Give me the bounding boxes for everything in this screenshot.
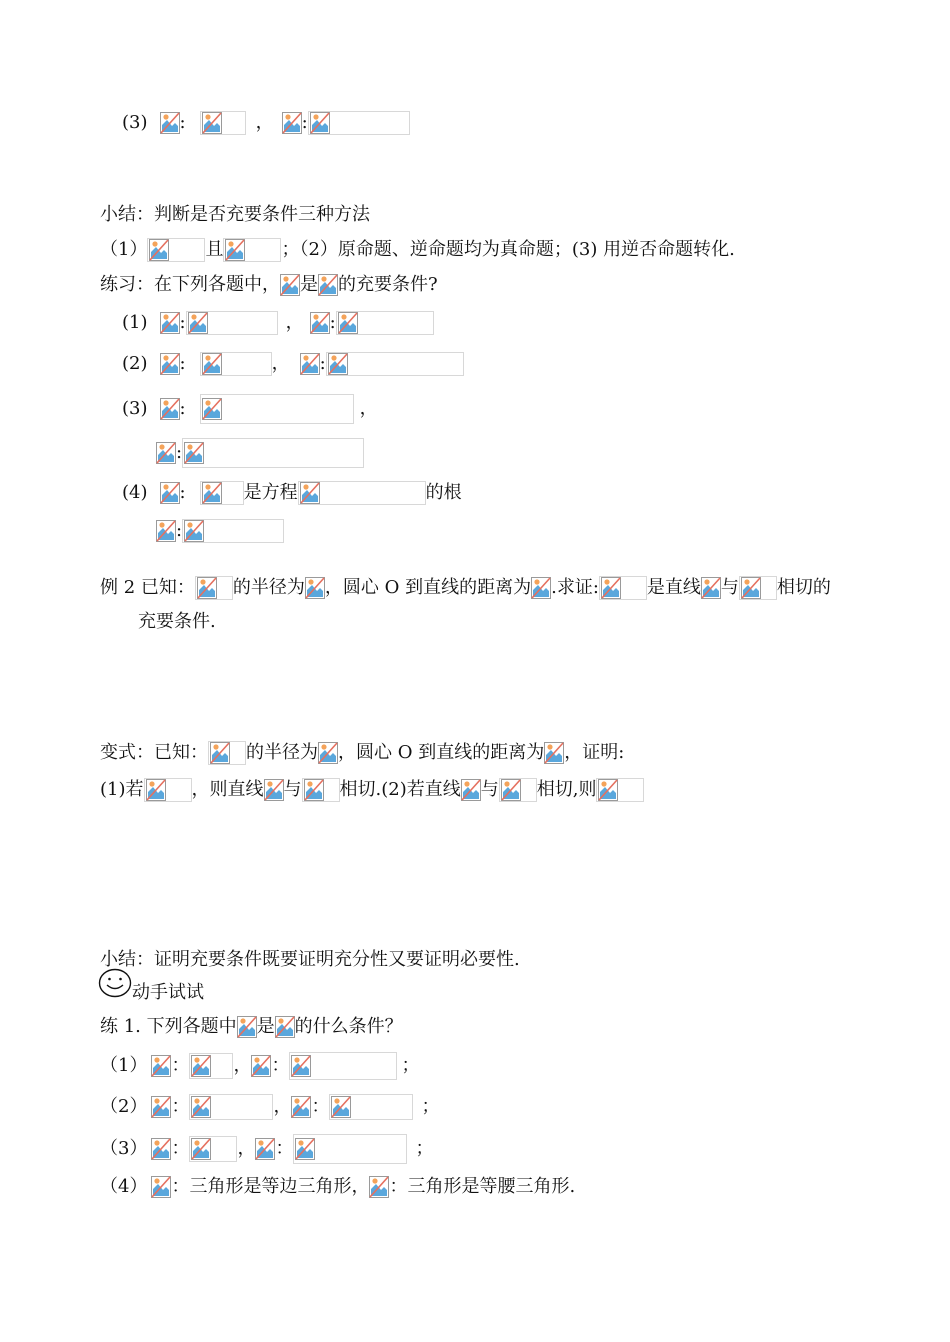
formula-image-box <box>182 519 284 543</box>
colon: ： <box>171 1138 190 1159</box>
broken-image-icon <box>251 1055 271 1077</box>
example-text: ，圆心 O 到直线的距离为 <box>324 577 532 598</box>
colon: ： <box>271 1055 290 1076</box>
item-3-top <box>122 111 410 135</box>
drill-item-1 <box>100 1052 419 1080</box>
methods-line <box>100 238 735 262</box>
practice-item-4 <box>122 481 462 505</box>
colon: : <box>179 112 186 133</box>
variant-text: 变式：已知： <box>100 742 208 763</box>
example-2 <box>100 576 831 600</box>
drill-text: 的什么条件？ <box>294 1016 403 1037</box>
colon: ： <box>171 1055 190 1076</box>
formula-image-box <box>144 778 192 802</box>
broken-image-icon <box>156 520 176 542</box>
formula-image-box <box>189 1053 233 1079</box>
practice-text: 是 <box>300 274 318 295</box>
colon: : <box>176 520 183 541</box>
example-text: 充要条件. <box>138 611 216 632</box>
example-text: 与 <box>720 577 739 598</box>
broken-image-icon <box>202 112 222 134</box>
semicolon: ； <box>421 1096 440 1117</box>
root-text: 的根 <box>425 482 462 503</box>
formula-image-box <box>186 311 278 335</box>
practice-item-3-q <box>156 438 364 468</box>
broken-image-icon <box>701 577 721 599</box>
example-text: .求证: <box>551 577 599 598</box>
summary-text: 小结：判断是否充要条件三种方法 <box>100 204 370 225</box>
broken-image-icon <box>255 1138 275 1160</box>
formula-image-box <box>298 481 426 505</box>
colon: ： <box>311 1096 330 1117</box>
variant-text: ，则直线 <box>191 779 264 800</box>
formula-image-box <box>599 576 647 600</box>
formula-image-box <box>739 576 777 600</box>
broken-image-icon <box>146 779 166 801</box>
broken-image-icon <box>305 577 325 599</box>
practice-text: 的充要条件? <box>338 274 438 295</box>
broken-image-icon <box>304 779 324 801</box>
broken-image-icon <box>149 239 169 261</box>
colon: ： <box>275 1138 294 1159</box>
broken-image-icon <box>188 312 208 334</box>
broken-image-icon <box>291 1096 311 1118</box>
colon: : <box>176 442 183 463</box>
item-label: (2) <box>122 353 148 374</box>
semicolon: ； <box>415 1138 434 1159</box>
item-label: （4） <box>100 1176 148 1197</box>
item-label: （3） <box>100 1138 148 1159</box>
variant-text: 与 <box>480 779 499 800</box>
practice-item-4-q <box>156 519 284 543</box>
colon: ： <box>171 1096 190 1117</box>
broken-image-icon <box>160 353 180 375</box>
broken-image-icon <box>544 742 564 764</box>
practice-item-1 <box>122 311 434 335</box>
comma: ， <box>233 1055 252 1076</box>
item-label: (3) <box>122 398 148 419</box>
drill-heading <box>100 1015 403 1039</box>
variant-proof <box>100 778 644 802</box>
broken-image-icon <box>291 1055 311 1077</box>
broken-image-icon <box>160 398 180 420</box>
broken-image-icon <box>300 353 320 375</box>
comma: ， <box>255 112 274 133</box>
formula-image-box <box>596 778 644 802</box>
colon: : <box>329 312 336 333</box>
formula-image-box <box>182 438 364 468</box>
broken-image-icon <box>202 398 222 420</box>
broken-image-icon <box>300 482 320 504</box>
broken-image-icon <box>237 1016 257 1038</box>
try-it-text: 动手试试 <box>132 982 204 1003</box>
equation-text: 是方程 <box>243 482 298 503</box>
formula-image-box <box>189 1136 237 1162</box>
broken-image-icon <box>156 442 176 464</box>
comma: ， <box>271 353 290 374</box>
practice-item-3 <box>122 394 378 424</box>
comma: ， <box>273 1096 292 1117</box>
colon: ： <box>171 1176 190 1197</box>
broken-image-icon <box>151 1055 171 1077</box>
broken-image-icon <box>531 577 551 599</box>
colon: ： <box>389 1176 408 1197</box>
broken-image-icon <box>191 1096 211 1118</box>
formula-image-box <box>200 111 246 135</box>
try-it-heading <box>132 981 204 1005</box>
formula-image-box <box>308 111 410 135</box>
colon: : <box>179 353 186 374</box>
example-text: 相切的 <box>776 577 831 598</box>
example-2-cont <box>138 610 216 634</box>
colon: : <box>179 482 186 503</box>
variant-text: 的半径为 <box>246 742 318 763</box>
broken-image-icon <box>151 1138 171 1160</box>
broken-image-icon <box>310 312 330 334</box>
variant-text: 相切,则 <box>536 779 597 800</box>
broken-image-icon <box>160 312 180 334</box>
item-label: (4) <box>122 482 148 503</box>
broken-image-icon <box>328 353 348 375</box>
formula-image-box <box>326 352 464 376</box>
formula-image-box <box>329 1094 413 1120</box>
broken-image-icon <box>225 239 245 261</box>
comma: ， <box>359 398 378 419</box>
formula-image-box <box>289 1052 397 1080</box>
drill-item-2 <box>100 1094 439 1120</box>
broken-image-icon <box>331 1096 351 1118</box>
broken-image-icon <box>202 482 222 504</box>
practice-heading <box>100 273 438 297</box>
broken-image-icon <box>191 1138 211 1160</box>
variant-text: (1)若 <box>100 779 144 800</box>
drill-text: 练 1. 下列各题中 <box>100 1016 237 1037</box>
drill-text: 三角形是等边三角形， <box>189 1176 370 1197</box>
broken-image-icon <box>318 742 338 764</box>
broken-image-icon <box>741 577 761 599</box>
smiley-icon <box>98 968 132 998</box>
broken-image-icon <box>318 274 338 296</box>
formula-image-box <box>223 238 281 262</box>
variant-text: ，证明: <box>564 742 625 763</box>
drill-item-4 <box>100 1175 575 1199</box>
example-text: 的半径为 <box>232 577 305 598</box>
practice-item-2 <box>122 352 464 376</box>
formula-image-box <box>302 778 340 802</box>
variant <box>100 741 624 765</box>
variant-text: ，圆心 O 到直线的距离为 <box>338 742 545 763</box>
broken-image-icon <box>151 1176 171 1198</box>
broken-image-icon <box>461 779 481 801</box>
colon: : <box>179 398 186 419</box>
variant-text: 相切.(2)若直线 <box>339 779 461 800</box>
broken-image-icon <box>501 779 521 801</box>
comma: ， <box>285 312 304 333</box>
formula-image-box <box>189 1094 273 1120</box>
broken-image-icon <box>160 112 180 134</box>
broken-image-icon <box>338 312 358 334</box>
broken-image-icon <box>369 1176 389 1198</box>
formula-image-box <box>200 352 272 376</box>
formula-image-box <box>200 394 354 424</box>
summary-heading <box>100 203 370 227</box>
broken-image-icon <box>210 742 230 764</box>
drill-text: 是 <box>256 1016 275 1037</box>
broken-image-icon <box>275 1016 295 1038</box>
item-label: (3) <box>122 112 148 133</box>
variant-text: 与 <box>283 779 302 800</box>
broken-image-icon <box>601 577 621 599</box>
example-text: 例 2 已知： <box>100 577 195 598</box>
broken-image-icon <box>184 442 204 464</box>
formula-image-box <box>208 741 246 765</box>
formula-image-box <box>499 778 537 802</box>
broken-image-icon <box>264 779 284 801</box>
formula-image-box <box>336 311 434 335</box>
item-label: （1） <box>100 1055 148 1076</box>
summary-text: 小结：证明充要条件既要证明充分性又要证明必要性. <box>100 949 520 970</box>
summary-2 <box>100 948 520 972</box>
semicolon: ； <box>401 1055 420 1076</box>
comma: ， <box>237 1138 256 1159</box>
broken-image-icon <box>280 274 300 296</box>
drill-item-3 <box>100 1134 433 1164</box>
formula-image-box <box>200 481 244 505</box>
colon: : <box>301 112 308 133</box>
broken-image-icon <box>310 112 330 134</box>
colon: : <box>319 353 326 374</box>
and-text: 且 <box>205 239 224 260</box>
colon: : <box>179 312 186 333</box>
drill-text: 三角形是等腰三角形. <box>407 1176 576 1197</box>
broken-image-icon <box>160 482 180 504</box>
broken-image-icon <box>282 112 302 134</box>
method-number: （1） <box>100 239 148 260</box>
broken-image-icon <box>295 1138 315 1160</box>
formula-image-box <box>293 1134 407 1164</box>
item-label: （2） <box>100 1096 148 1117</box>
formula-image-box <box>195 576 233 600</box>
broken-image-icon <box>197 577 217 599</box>
formula-image-box <box>147 238 205 262</box>
example-text: 是直线 <box>646 577 701 598</box>
broken-image-icon <box>191 1055 211 1077</box>
practice-text: 练习：在下列各题中， <box>100 274 280 295</box>
broken-image-icon <box>202 353 222 375</box>
broken-image-icon <box>184 520 204 542</box>
item-label: (1) <box>122 312 148 333</box>
methods-rest: ；（2）原命题、逆命题均为真命题；(3) 用逆否命题转化. <box>281 239 735 260</box>
broken-image-icon <box>151 1096 171 1118</box>
broken-image-icon <box>598 779 618 801</box>
